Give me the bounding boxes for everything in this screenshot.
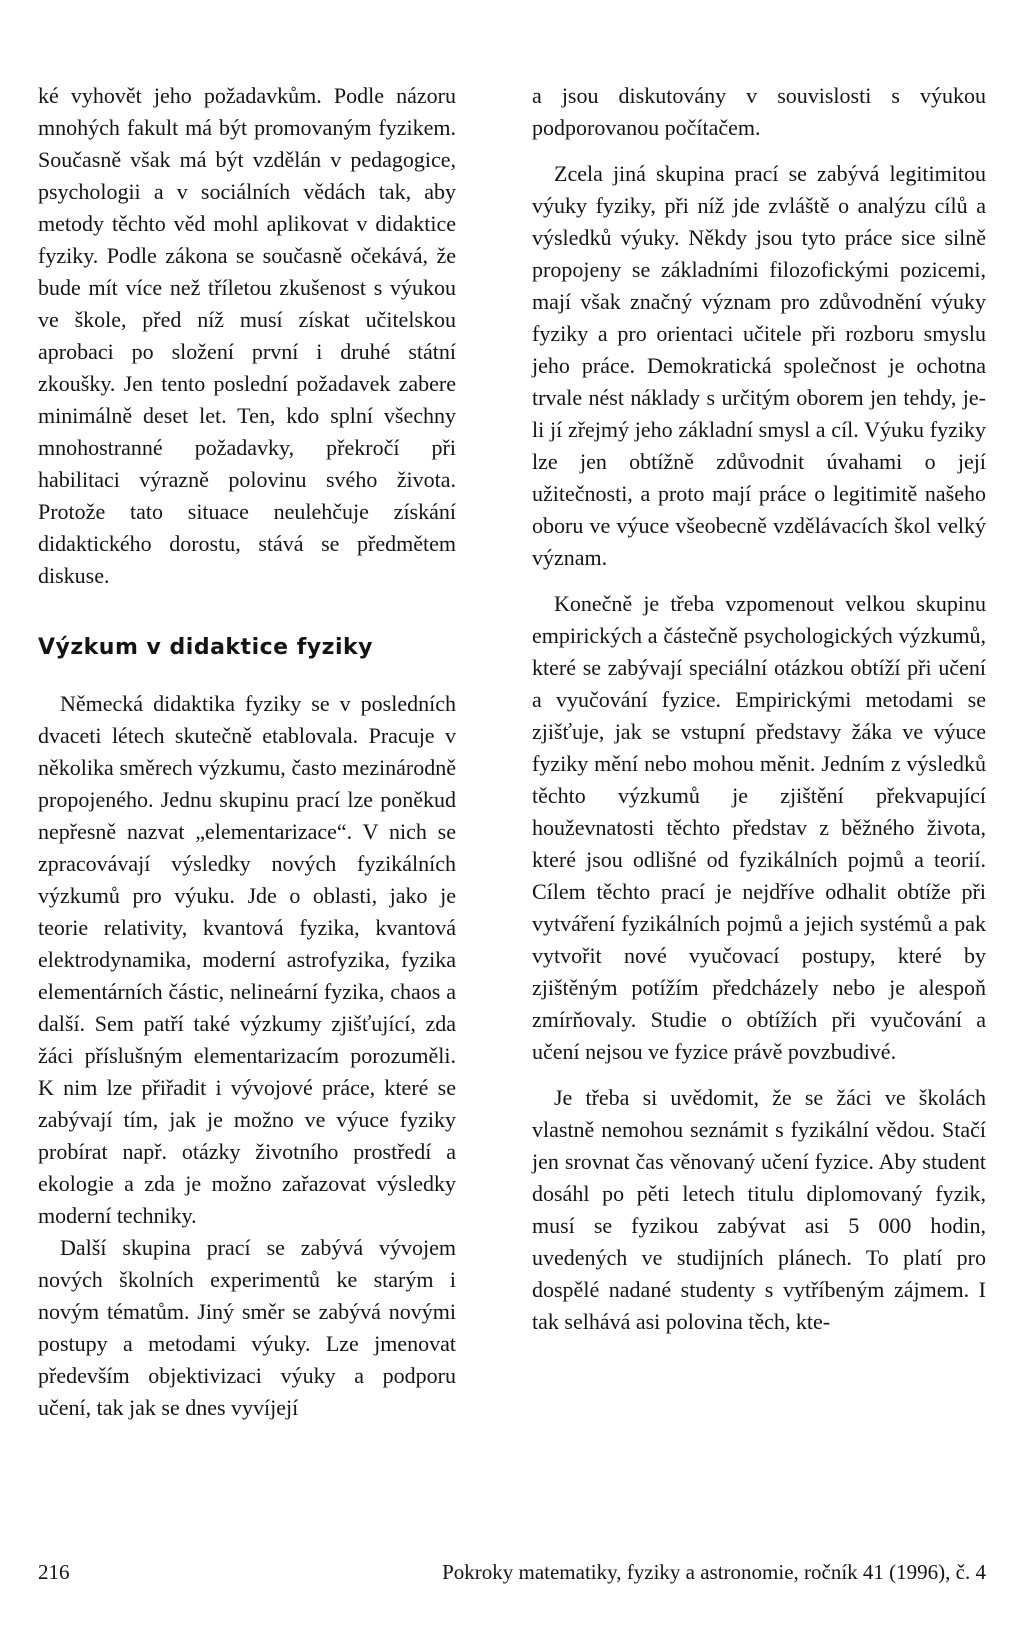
- section-heading: Výzkum v didaktice fyziky: [38, 635, 373, 660]
- body-paragraph: Zcela jiná skupina prací se zabývá legitimitou výuky fyziky, při níž jde zvláště o analýzu cílů a výsledků výuky. Někdy jsou tyto práce sice silně propojeny se základními filozofickými pozicemi, mají však značný význam pro zdůvodnění výuky fyziky a pro orientaci učitele při rozboru smyslu jeho práce. Demokratická společnost je ochotna trvale nést náklady s určitým oborem jen tehdy, je-li jí zřejmý jeho základní smysl a cíl. Výuku fyziky lze jen obtížně zdůvodnit úvahami o její užitečnosti, a proto mají práce o legitimitě našeho oboru ve výuce všeobecně vzdělávacích škol velký význam.: [532, 161, 986, 570]
- body-paragraph: ké vyhovět jeho požadavkům. Podle názoru mnohých fakult má být promovaným fyzikem. Současně však má být vzdělán v pedagogice, psychologii a v sociálních vědách tak, aby metody těchto věd mohl aplikovat v didaktice fyziky. Podle zákona se současně očekává, že bude mít více než tříletou zkušenost s výukou ve škole, před níž musí získat učitelskou aprobaci po složení první i druhé státní zkoušky. Jen tento poslední požadavek zabere minimálně deset let. Ten, kdo splní všechny mnohostranné požadavky, překročí při habilitaci výrazně polovinu svého života. Protože tato situace neulehčuje získání didaktického dorostu, stává se předmětem diskuse.: [38, 83, 456, 588]
- body-paragraph: Další skupina prací se zabývá vývojem nových školních experimentů ke starým i novým tématům. Jiný směr se zabývá novými postupy a metodami výuky. Lze jmenovat především objektivizaci výuky a podporu učení, tak jak se dnes vyvíjejí: [38, 1235, 456, 1420]
- body-paragraph: Je třeba si uvědomit, že se žáci ve školách vlastně nemohou seznámit s fyzikální vědou. Stačí jen srovnat čas věnovaný učení fyzice. Aby student dosáhl po pěti letech titulu diplomovaný fyzik, musí se fyzikou zabývat asi 5 000 hodin, uvedených ve studijních plánech. To platí pro dospělé nadané studenty s vytříbeným zájmem. I tak selhává asi polovina těch, kte-: [532, 1085, 986, 1334]
- page-footer: [38, 1556, 986, 1588]
- page-number: 216: [38, 1560, 70, 1584]
- left-column: [38, 80, 456, 1424]
- right-column: [532, 80, 986, 1338]
- journal-citation: Pokroky matematiky, fyziky a astronomie, ročník 41 (1996), č. 4: [442, 1560, 986, 1584]
- body-paragraph: Německá didaktika fyziky se v posledních dvaceti létech skutečně etablovala. Pracuje v několika směrech výzkumu, často mezinárodně propojeného. Jednu skupinu prací lze poněkud nepřesně nazvat „elementarizace“. V nich se zpracovávají výsledky nových fyzikálních výzkumů pro výuku. Jde o oblasti, jako je teorie relativity, kvantová fyzika, kvantová elektrodynamika, moderní astrofyzika, fyzika elementárních částic, nelineární fyzika, chaos a další. Sem patří také výzkumy zjišťující, zda žáci příslušným elementarizacím porozuměli. K nim lze přiřadit i vývojové práce, které se zabývají tím, jak je možno ve výuce fyziky probírat např. otázky životního prostředí a ekologie a zda je možno zařazovat výsledky moderní techniky.: [38, 691, 456, 1228]
- body-paragraph: Konečně je třeba vzpomenout velkou skupinu empirických a částečně psychologických výzkumů, které se zabývají speciální otázkou obtíží při učení a vyučování fyzice. Empirickými metodami se zjišťuje, jak se vstupní představy žáka ve výuce fyziky mění nebo mohou měnit. Jedním z výsledků těchto výzkumů je zjištění překvapující houževnatosti těchto představ z běžného života, které jsou odlišné od fyzikálních pojmů a teorií. Cílem těchto prací je nejdříve odhalit obtíže při vytváření fyzikálních pojmů a jejich systémů a pak vytvořit nové vyučovací postupy, které by zjištěným potížím předcházely nebo je alespoň zmírňovaly. Studie o obtížích při vyučování a učení nejsou ve fyzice právě povzbudivé.: [532, 591, 986, 1064]
- body-paragraph: a jsou diskutovány v souvislosti s výukou podporovanou počítačem.: [532, 83, 986, 140]
